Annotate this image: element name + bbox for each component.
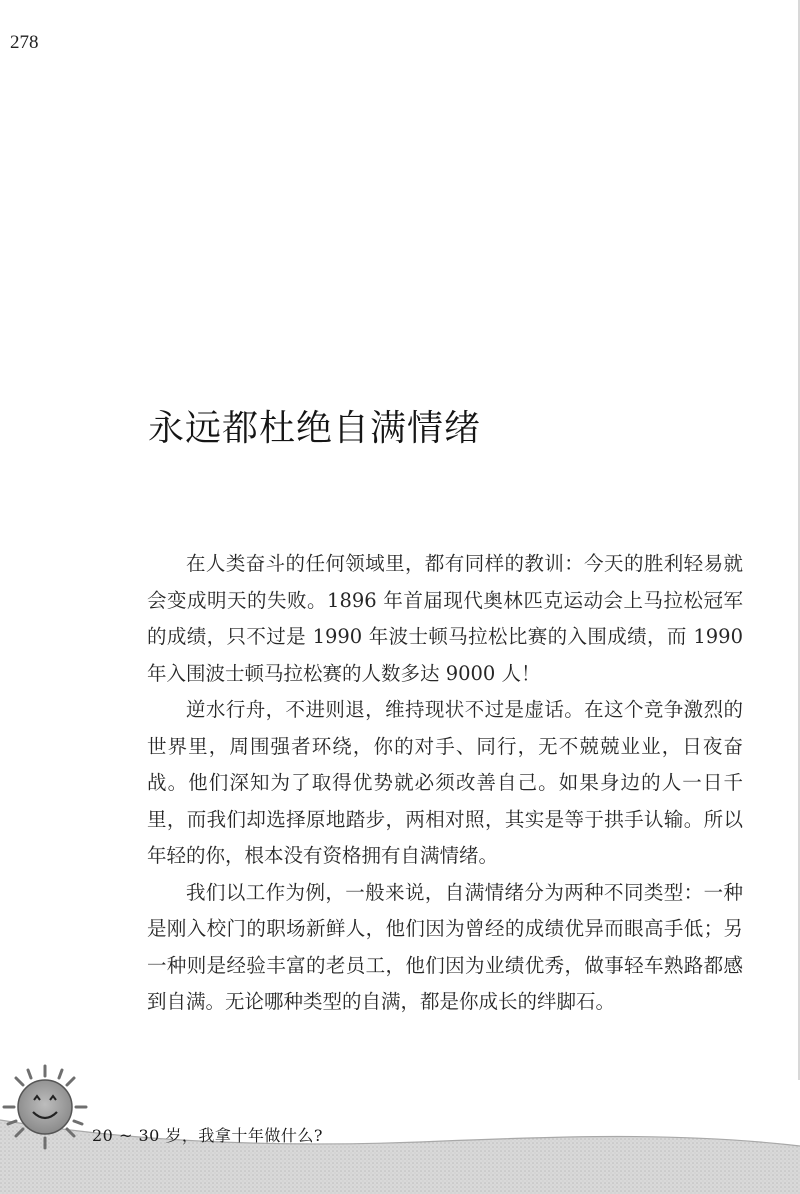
running-footer-title: 20 ~ 30 岁，我拿十年做什么? <box>92 1126 323 1145</box>
paragraph: 逆水行舟，不进则退，维持现状不过是虚话。在这个竞争激烈的世界里，周围强者环绕，你的对手、同行，无不兢兢业业，日夜奋战。他们深知为了取得优势就必须改善自己。如果身边的人一日千里，而我们却选择原地踏步，两相对照，其实是等于拱手认输。所以年轻的你，根本没有资格拥有自满情绪。 <box>147 698 743 867</box>
paragraph: 在人类奋斗的任何领域里，都有同样的教训：今天的胜利轻易就会变成明天的失败。1896 年首届现代奥林匹克运动会上马拉松冠军的成绩，只不过是 1990 年波士顿马拉松比赛的入围成绩，而 1990 年入围波士顿马拉松赛的人数多达 9000 人！ <box>147 552 743 685</box>
chapter-title: 永远都杜绝自满情绪 <box>148 408 482 449</box>
paragraph: 我们以工作为例，一般来说，自满情绪分为两种不同类型：一种是刚入校门的职场新鲜人，他们因为曾经的成绩优异而眼高手低；另一种则是经验丰富的老员工，他们因为业绩优秀，做事轻车熟路都感到自满。无论哪种类型的自满，都是你成长的绊脚石。 <box>147 880 743 1013</box>
body-text <box>147 546 743 1021</box>
page-number: 278 <box>10 32 39 53</box>
sun-icon <box>0 1062 90 1152</box>
